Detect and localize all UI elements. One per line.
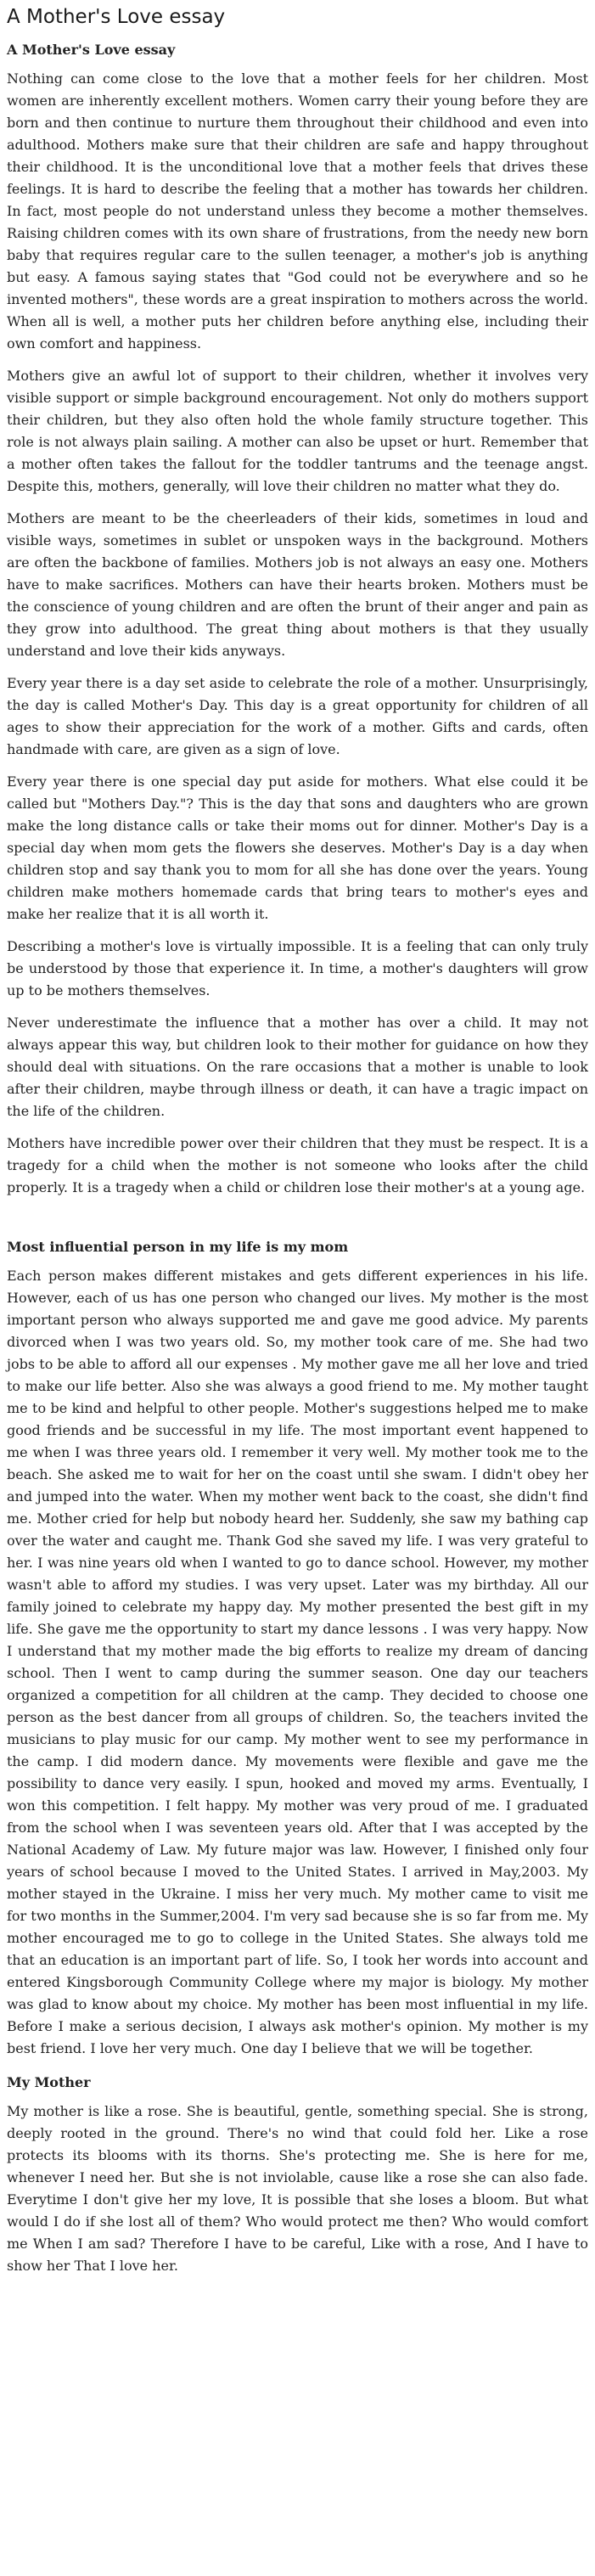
section-title-mothers-love: A Mother's Love essay — [7, 42, 176, 58]
paragraph: Every year there is one special day put aside for mothers. What else could it be called but "Mothers Day."? This is the day that sons and daughters who are grown make the long distance calls or take their moms out for dinner. Mother's Day is a special day when mom gets the flowers she deserves. Mother's Day is a day when children stop and say thank you to mom for all she has done over the years. Young children make mothers homemade cards that bring tears to mother's eyes and make her realize that it is all worth it. — [7, 773, 588, 922]
paragraph: Mothers have incredible power over their children that they must be respect. It is a tragedy for a child when the mother is not someone who looks after the child properly. It is a tragedy when a child or children lose their mother's at a young age. — [7, 1135, 588, 1195]
paragraph: Every year there is a day set aside to celebrate the role of a mother. Unsurprisingly, the day is called Mother's Day. This day is a great opportunity for children of all ages to show their appreciation for the work of a mother. Gifts and cards, often handmade with care, are given as a sign of love. — [7, 675, 588, 757]
paragraph: Mothers give an awful lot of support to their children, whether it involves very visible support or simple background encouragement. Not only do mothers support their children, but they also often hold the whole family structure together. This role is not always plain sailing. A mother can also be upset or hurt. Remember that a mother often takes the fallout for the toddler tantrums and the teenage angst. Despite this, mothers, generally, will love their children no matter what they do. — [7, 368, 588, 494]
section-title-my-mother: My Mother — [7, 2074, 91, 2090]
paragraph: Nothing can come close to the love that a mother feels for her children. Most women are inherently excellent mothers. Women carry their young before they are born and then continue to nurture them throughout their childhood and even into adulthood. Mothers make sure that their children are safe and happy throughout their childhood. It is the unconditional love that a mother feels that drives these feelings. It is hard to describe the feeling that a mother has towards her children. In fact, most people do not understand unless they become a mother themselves. Raising children comes with its own share of frustrations, from the needy new born baby that requires regular care to the sullen teenager, a mother's job is anything but easy. A famous saying states that "God could not be everywhere and so he invented mothers", these words are a great inspiration to mothers across the world. When all is well, a mother puts her children before anything else, including their own comfort and happiness. — [7, 70, 588, 352]
section-title-influential-person: Most influential person in my life is my mom — [7, 1239, 349, 1255]
paragraph: Never underestimate the influence that a mother has over a child. It may not always appear this way, but children look to their mother for guidance on how they should deal with situations. On the rare occasions that a mother is unable to look after their children, maybe through illness or death, it can have a tragic impact on the life of the children. — [7, 1015, 588, 1119]
paragraph: Mothers are meant to be the cheerleaders of their kids, sometimes in loud and visible ways, sometimes in sublet or unspoken ways in the background. Mothers are often the backbone of families. Mothers job is not always an easy one. Mothers have to make sacrifices. Mothers can have their hearts broken. Mothers must be the conscience of young children and are often the brunt of their anger and pain as they grow into adulthood. The great thing about mothers is that they usually understand and love their kids anyways. — [7, 510, 588, 659]
paragraph: My mother is like a rose. She is beautiful, gentle, something special. She is strong, deeply rooted in the ground. There's no wind that could fold her. Like a rose protects its blooms with its thorns. She's protecting me. She is here for me, whenever I need her. But she is not inviolable, cause like a rose she can also fade. Everytime I don't give her my love, It is possible that she loses a bloom. But what would I do if she lost all of them? Who would protect me then? Who would comfort me When I am sad? Therefore I have to be careful, Like with a rose, And I have to show her That I love her. — [7, 2103, 588, 2274]
paragraph: Each person makes different mistakes and gets different experiences in his life. However, each of us has one person who changed our lives. My mother is the most important person who always supported me and gave me good advice. My parents divorced when I was two years old. So, my mother took care of me. She had two jobs to be able to afford all our expenses . My mother gave me all her love and tried to make our life better. Also she was always a good friend to me. My mother taught me to be kind and helpful to other people. Mother's suggestions helped me to make good friends and be successful in my life. The most important event happened to me when I was three years old. I remember it very well. My mother took me to the beach. She asked me to wait for her on the coast until she swam. I didn't obey her and jumped into the water. When my mother went back to the coast, she didn't find me. Mother cried for help but nobody heard her. Suddenly, she saw my bathing cap over the water and caught me. Thank God she saved my life. I was very grateful to her. I was nine years old when I wanted to go to dance school. However, my mother wasn't able to afford my studies. I was very upset. Later was my birthday. All our family joined to celebrate my happy day. My mother presented the best gift in my life. She gave me the opportunity to start my dance lessons . I was very happy. Now I understand that my mother made the big efforts to realize my dream of dancing school. Then I went to camp during the summer season. One day our teachers organized a competition for all children at the camp. They decided to choose one person as the best dancer from all groups of children. So, the teachers invited the musicians to play music for our camp. My mother went to see my performance in the camp. I did modern dance. My movements were flexible and gave me the possibility to dance very easily. I spun, hooked and moved my arms. Eventually, I won this competition. I felt happy. My mother was very proud of me. I graduated from the school when I was seventeen years old. After that I was accepted by the National Academy of Law. My future major was law. However, I finished only four years of school because I moved to the United States. I arrived in May,2003. My mother stayed in the Ukraine. I miss her very much. My mother came to visit me for two months in the Summer,2004. I'm very sad because she is so far from me. My mother encouraged me to go to college in the United States. She always told me that an education is an important part of life. So, I took her words into account and entered Kingsborough Community College where my major is biology. My mother was glad to know about my choice. My mother has been most influential in my life. Before I make a serious decision, I always ask mother's opinion. My mother is my best friend. I love her very much. One day I believe that we will be together. — [7, 1268, 588, 2056]
page-title: A Mother's Love essay — [7, 6, 226, 28]
paragraph: Describing a mother's love is virtually impossible. It is a feeling that can only truly be understood by those that experience it. In time, a mother's daughters will grow up to be mothers themselves. — [7, 938, 588, 998]
